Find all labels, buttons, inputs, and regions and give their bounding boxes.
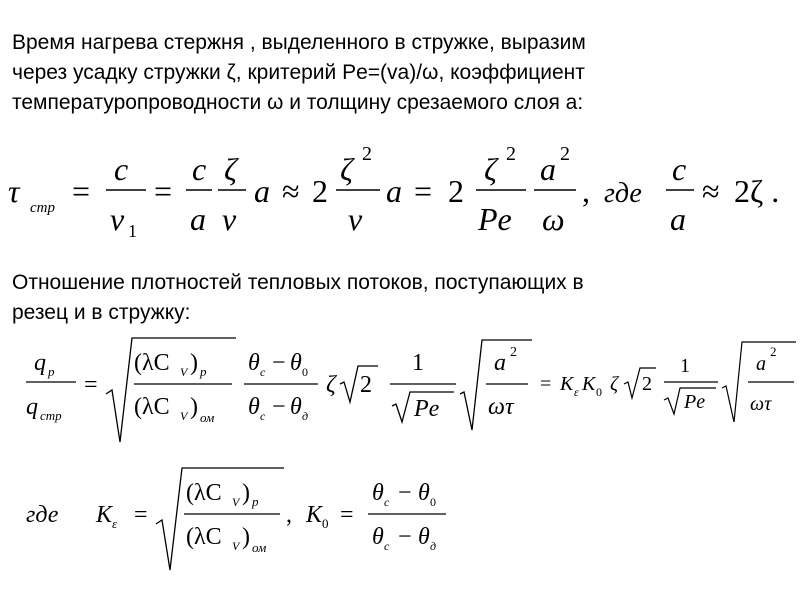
paragraph-1-line-3: температуропроводности ω и толщину срезаемого слоя a:	[12, 91, 584, 114]
equals-sign: =	[134, 502, 148, 528]
comma: ,	[286, 502, 292, 528]
k-symbol: K	[582, 373, 596, 395]
formula-heat-flux-ratio	[0, 332, 800, 452]
superscript: 2	[510, 345, 517, 360]
paragraph-2-line-1: Отношение плотностей тепловых потоков, поступающих в	[12, 271, 584, 294]
close-paren: )	[190, 350, 198, 376]
paragraph-1-line-2: через усадку стружки ζ, критерий Pe=(va)/ω, коэффициент	[12, 61, 585, 84]
a-symbol: a	[756, 353, 766, 375]
radical-sign	[340, 366, 378, 402]
fraction-numerator: 1	[680, 355, 690, 377]
omega-tau: ωτ	[750, 393, 772, 415]
om-subscript: ом	[200, 410, 215, 425]
v-subscript: V	[232, 495, 240, 509]
approx-sign: ≈	[282, 173, 300, 209]
a-symbol: a	[386, 173, 402, 209]
fraction-denominator: a	[190, 201, 206, 237]
coefficient-two: 2	[312, 173, 328, 209]
superscript: 2	[362, 143, 372, 165]
fraction-numerator: ζ	[224, 151, 237, 187]
paragraph-1	[12, 28, 586, 118]
fraction-numerator: a	[540, 151, 556, 187]
d-subscript: д	[302, 409, 309, 423]
minus-sign: −	[398, 524, 412, 550]
radicand-two: 2	[360, 372, 372, 398]
c-subscript: c	[384, 495, 390, 509]
fraction-numerator: ζ	[340, 151, 353, 187]
om-subscript: ом	[252, 540, 267, 555]
zeta-symbol: ζ	[610, 373, 619, 395]
v-subscript: 1	[128, 221, 137, 241]
zero-subscript: 0	[322, 516, 329, 531]
zero-subscript: 0	[302, 365, 308, 379]
v-subscript: V	[232, 539, 240, 553]
fraction-numerator: 1	[412, 350, 424, 376]
theta-symbol: θ	[290, 350, 302, 376]
lambda-cv-group: (λC	[134, 350, 170, 376]
theta-symbol: θ	[372, 524, 384, 550]
pe-symbol: Pe	[414, 396, 440, 422]
equals-sign: =	[414, 173, 433, 209]
v-subscript: V	[180, 409, 188, 423]
equals-sign: =	[154, 173, 173, 209]
lambda-cv-group: (λC	[186, 480, 222, 506]
eps-subscript: ε	[112, 516, 118, 531]
p-subscript: p	[200, 364, 207, 379]
fraction-numerator: ζ	[484, 151, 497, 187]
fraction-numerator: c	[672, 151, 687, 187]
minus-sign: −	[272, 394, 286, 420]
zero-subscript: 0	[596, 385, 602, 399]
fraction-denominator: v	[110, 201, 125, 237]
formula-tail: 2ζ .	[734, 173, 780, 209]
paragraph-1-line-1: Время нагрева стержня , выделенного в стружке, выразим	[12, 31, 586, 54]
fraction-denominator: ω	[542, 201, 565, 237]
coefficient-two: 2	[448, 173, 464, 209]
fraction-denominator: v	[348, 201, 363, 237]
minus-sign: −	[272, 350, 286, 376]
fraction-numerator: c	[192, 151, 207, 187]
equals-sign: =	[72, 173, 91, 209]
fraction-denominator: a	[670, 201, 686, 237]
tau-subscript: стр	[30, 200, 55, 216]
theta-symbol: θ	[372, 480, 384, 506]
superscript: 2	[560, 143, 570, 165]
a-symbol: a	[494, 350, 506, 376]
theta-symbol: θ	[418, 480, 430, 506]
close-paren: )	[242, 480, 250, 506]
c-subscript: c	[260, 365, 266, 379]
zeta-symbol: ζ	[326, 372, 336, 398]
approx-sign: ≈	[702, 173, 720, 209]
lambda-cv-group: (λC	[186, 524, 222, 550]
radical-sign	[106, 338, 236, 442]
theta-symbol: θ	[248, 350, 260, 376]
minus-sign: −	[398, 480, 412, 506]
zero-subscript: 0	[430, 495, 436, 509]
paragraph-2-line-2: резец и в стружку:	[12, 301, 191, 324]
where-word: где	[604, 178, 642, 209]
formula-heating-time	[0, 138, 800, 258]
superscript: 2	[506, 143, 516, 165]
c-subscript: c	[384, 539, 390, 553]
paragraph-2	[12, 268, 584, 328]
theta-symbol: θ	[248, 394, 260, 420]
formula-definitions	[0, 458, 800, 578]
p-subscript: p	[252, 494, 259, 509]
fraction-numerator: c	[114, 151, 129, 187]
theta-symbol: θ	[418, 524, 430, 550]
pe-symbol: Pe	[684, 391, 706, 413]
fraction-denominator: v	[222, 201, 237, 237]
where-word: где	[26, 502, 59, 528]
k-symbol: K	[96, 502, 113, 528]
q-symbol: q	[26, 394, 38, 420]
theta-symbol: θ	[290, 394, 302, 420]
comma: ,	[582, 173, 590, 209]
a-symbol: a	[254, 173, 270, 209]
c-subscript: c	[260, 409, 266, 423]
superscript: 2	[770, 344, 777, 359]
k-symbol: K	[560, 373, 574, 395]
d-subscript: д	[430, 539, 437, 553]
q-subscript: стр	[40, 408, 62, 423]
lambda-cv-group: (λC	[134, 394, 170, 420]
q-subscript: p	[48, 364, 55, 379]
tau-symbol: τ	[8, 173, 20, 209]
close-paren: )	[190, 394, 198, 420]
omega-tau: ωτ	[488, 394, 514, 420]
eps-subscript: ε	[574, 385, 579, 399]
equals-sign: =	[84, 372, 98, 398]
equals-sign: =	[340, 502, 354, 528]
equals-sign: =	[540, 373, 552, 395]
v-subscript: V	[180, 365, 188, 379]
k-symbol: K	[306, 502, 323, 528]
q-symbol: q	[34, 350, 46, 376]
radicand-two: 2	[642, 373, 652, 395]
close-paren: )	[242, 524, 250, 550]
fraction-denominator: Pe	[478, 201, 512, 237]
